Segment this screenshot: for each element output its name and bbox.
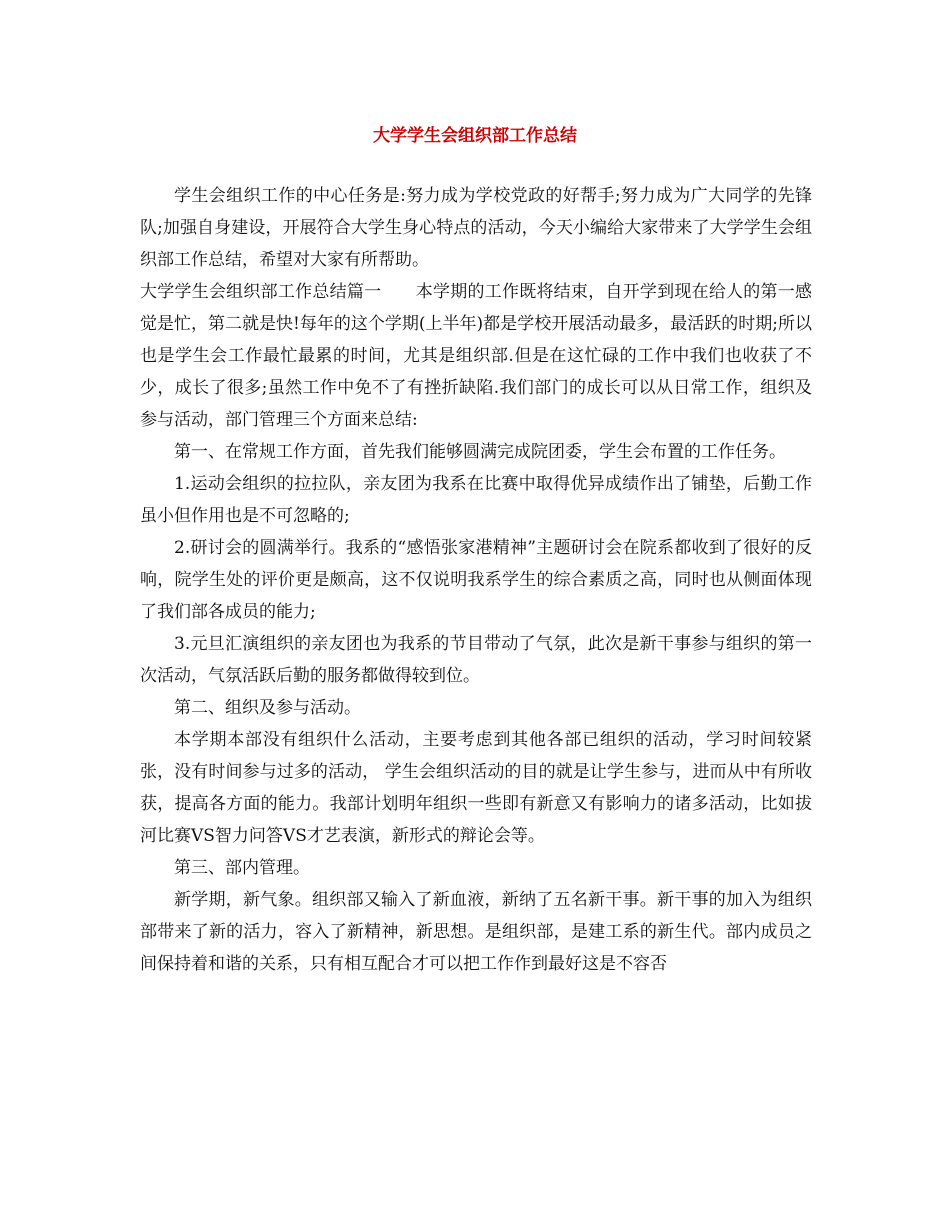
paragraph-intro: 学生会组织工作的中心任务是:努力成为学校党政的好帮手;努力成为广大同学的先锋队;加强自身建设，开展符合大学生身心特点的活动，今天小编给大家带来了大学学生会组织部工作总结，希望对大家有所帮助。	[140, 186, 812, 270]
paragraph-item-3: 3.元旦汇演组织的亲友团也为我系的节目带动了气氛，此次是新干事参与组织的第一次活动，气氛活跃后勤的服务都做得较到位。	[140, 634, 812, 686]
paragraph-item-1: 1.运动会组织的拉拉队，亲友团为我系在比赛中取得优异成绩作出了铺垫，后勤工作虽小但作用也是不可忽略的;	[140, 474, 812, 526]
paragraph-part-one: 大学学生会组织部工作总结篇一 本学期的工作既将结束，自开学到现在给人的第一感觉是忙，第二就是快!每年的这个学期(上半年)都是学校开展活动最多，最活跃的时期;所以也是学生会工作最忙最累的时间，尤其是组织部.但是在这忙碌的工作中我们也收获了不少，成长了很多;虽然工作中免不了有挫折缺陷.我们部门的成长可以从日常工作，组织及参与活动，部门管理三个方面来总结:	[140, 282, 812, 430]
document-title: 大学学生会组织部工作总结	[373, 126, 577, 146]
document-body	[140, 180, 812, 980]
paragraph-section-one: 第一、在常规工作方面，首先我们能够圆满完成院团委，学生会布置的工作任务。	[174, 442, 786, 462]
paragraph-activities: 本学期本部没有组织什么活动，主要考虑到其他各部已组织的活动，学习时间较紧张，没有时间参与过多的活动， 学生会组织活动的目的就是让学生参与，进而从中有所收获，提高各方面的能力。我部计划明年组织一些即有新意又有影响力的诸多活动，比如拔河比赛VS智力问答VS才艺表演，新形式的辩论会等。	[140, 730, 812, 846]
paragraph-item-2: 2.研讨会的圆满举行。我系的“感悟张家港精神”主题研讨会在院系都收到了很好的反响，院学生处的评价更是颇高，这不仅说明我系学生的综合素质之高，同时也从侧面体现了我们部各成员的能力;	[140, 538, 812, 622]
paragraph-section-two: 第二、组织及参与活动。	[174, 698, 361, 718]
paragraph-section-three: 第三、部内管理。	[174, 858, 310, 878]
paragraph-management: 新学期，新气象。组织部又输入了新血液，新纳了五名新干事。新干事的加入为组织部带来了新的活力，容入了新精神，新思想。是组织部，是建工系的新生代。部内成员之间保持着和谐的关系，只有相互配合才可以把工作作到最好这是不容否	[140, 890, 812, 974]
